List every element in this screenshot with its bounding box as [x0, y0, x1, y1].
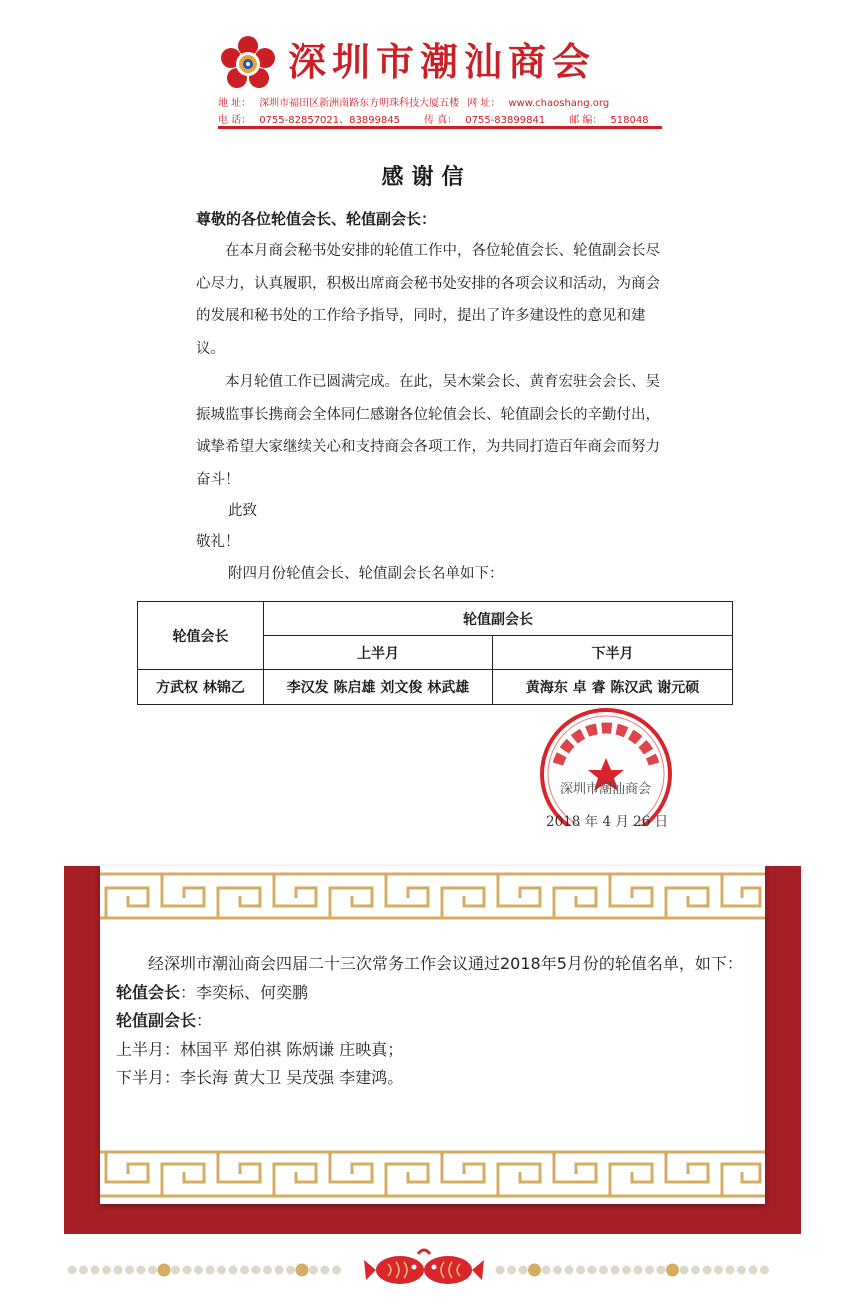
gray-dot	[542, 1266, 551, 1275]
gray-dot	[634, 1266, 643, 1275]
gold-dot	[666, 1264, 679, 1277]
header-president: 轮值会长	[138, 602, 264, 670]
gray-dot	[507, 1266, 516, 1275]
dot-row-right	[496, 1264, 770, 1277]
gray-dot	[645, 1266, 654, 1275]
gray-dot	[194, 1266, 203, 1275]
letterhead	[212, 30, 662, 135]
gray-dot	[252, 1266, 261, 1275]
gold-dot	[528, 1264, 541, 1277]
closing-regards: 此致	[228, 503, 257, 519]
cell-vice-first-half: 李汉发 陈启雄 刘文俊 林武雄	[264, 670, 493, 705]
gray-dot	[519, 1266, 528, 1275]
gray-dot	[229, 1266, 238, 1275]
gray-dot	[171, 1266, 180, 1275]
paragraph-text: 本月轮值工作已圆满完成。在此，吴木棠会长、黄育宏驻会会长、吴振城监事长携商会全体同仁感谢各位轮值会长、轮值副会长的辛勤付出，诚挚希望大家继续关心和支持商会各项工作，为共同打造百年商会而努力奋斗！	[196, 374, 660, 488]
vice-label: 轮值副会长	[116, 1011, 197, 1030]
header-vice-president: 轮值副会长	[264, 602, 733, 636]
contact-line	[218, 111, 657, 126]
fax-label: 传 真：	[424, 115, 458, 126]
gray-dot	[217, 1266, 226, 1275]
fret-border-top	[100, 868, 765, 924]
gray-dot	[496, 1266, 505, 1275]
gray-dot	[749, 1266, 758, 1275]
seal-org-name: 深圳市潮汕商会	[560, 782, 652, 797]
gray-dot	[726, 1266, 735, 1275]
website-label: 网 址：	[467, 98, 501, 109]
chaoshang-flower-logo-icon	[220, 36, 276, 92]
paragraph-text: 在本月商会秘书处安排的轮值工作中，各位轮值会长、轮值副会长尽心尽力，认真履职，积极出席商会秘书处安排的各项会议和活动，为商会的发展和秘书处的工作给予指导，同时，提出了许多建设性的意见和建议。	[196, 243, 660, 357]
gray-dot	[114, 1266, 123, 1275]
gray-dot	[125, 1266, 134, 1275]
gray-dot	[611, 1266, 620, 1275]
gray-dot	[332, 1266, 341, 1275]
cell-vice-second-half: 黄海东 卓 睿 陈汉武 谢元硕	[493, 670, 733, 705]
gray-dot	[588, 1266, 597, 1275]
gray-dot	[565, 1266, 574, 1275]
postcode-label: 邮 编：	[569, 115, 603, 126]
gray-dot	[680, 1266, 689, 1275]
address-line	[218, 94, 617, 109]
announcement-text	[116, 950, 752, 1093]
roster-table	[137, 601, 733, 705]
letter-title: 感谢信	[381, 165, 472, 190]
gray-dot	[691, 1266, 700, 1275]
letter-paragraph-2	[196, 366, 674, 496]
vice-value: ：	[196, 1011, 213, 1030]
address-value: 深圳市福田区新洲南路东方明珠科技大厦五楼	[259, 98, 460, 109]
gold-dot	[296, 1264, 309, 1277]
gray-dot	[137, 1266, 146, 1275]
red-official-seal-icon	[536, 706, 676, 826]
gray-dot	[240, 1266, 249, 1275]
president-value: ：李奕标、何奕鹏	[180, 982, 309, 1002]
header-second-half: 下半月	[493, 636, 733, 670]
gray-dot	[760, 1266, 769, 1275]
gray-dot	[286, 1266, 295, 1275]
gray-dot	[79, 1266, 88, 1275]
announcement-first-half: 上半月：林国平 郑伯祺 陈炳谦 庄映真；	[116, 1039, 404, 1059]
gray-dot	[148, 1266, 157, 1275]
gray-dot	[657, 1266, 666, 1275]
gray-dot	[737, 1266, 746, 1275]
gray-dot	[263, 1266, 272, 1275]
footer-divider	[64, 1245, 784, 1295]
gray-dot	[275, 1266, 284, 1275]
signature-date: 2018 年 4 月 26 日	[546, 814, 669, 830]
gray-dot	[183, 1266, 192, 1275]
postcode-value: 518048	[610, 115, 649, 126]
gray-dot	[91, 1266, 100, 1275]
announcement-vice-line	[116, 1007, 752, 1036]
gray-dot	[599, 1266, 608, 1275]
closing-salute: 敬礼！	[196, 534, 240, 550]
announcement-second-half: 下半月：李长海 黄大卫 吴茂强 李建鸿。	[116, 1068, 404, 1087]
salutation: 尊敬的各位轮值会长、轮值副会长：	[196, 210, 437, 228]
gray-dot	[553, 1266, 562, 1275]
gold-dot	[158, 1264, 171, 1277]
dot-row-left	[68, 1264, 342, 1277]
letter-paragraph-1	[196, 235, 674, 365]
gray-dot	[703, 1266, 712, 1275]
gray-dot	[714, 1266, 723, 1275]
gray-dot	[68, 1266, 77, 1275]
gray-dot	[206, 1266, 215, 1275]
gray-dot	[309, 1266, 318, 1275]
gray-dot	[102, 1266, 111, 1275]
header-divider	[218, 126, 662, 129]
fax-value: 0755-83899841	[465, 115, 546, 126]
org-name: 深圳市潮汕商会	[288, 40, 597, 84]
fret-border-bottom	[100, 1146, 765, 1202]
cell-presidents: 方武权 林锦乙	[138, 670, 264, 705]
announcement-president-line	[116, 979, 752, 1008]
gray-dot	[622, 1266, 631, 1275]
phone-label: 电 话：	[218, 115, 252, 126]
gray-dot	[576, 1266, 585, 1275]
announcement-card	[100, 866, 765, 1204]
attachment-note: 附四月份轮值会长、轮值副会长名单如下：	[228, 566, 504, 582]
announcement-intro: 经深圳市潮汕商会四届二十三次常务工作会议通过2018年5月份的轮值名单，如下：	[148, 954, 743, 973]
gray-dot	[321, 1266, 330, 1275]
website-value: www.chaoshang.org	[508, 98, 610, 109]
address-label: 地 址：	[218, 98, 252, 109]
twin-carp-fish-icon	[364, 1250, 484, 1284]
header-first-half: 上半月	[264, 636, 493, 670]
phone-value: 0755-82857021、83899845	[259, 115, 401, 126]
president-label: 轮值会长	[116, 982, 181, 1002]
